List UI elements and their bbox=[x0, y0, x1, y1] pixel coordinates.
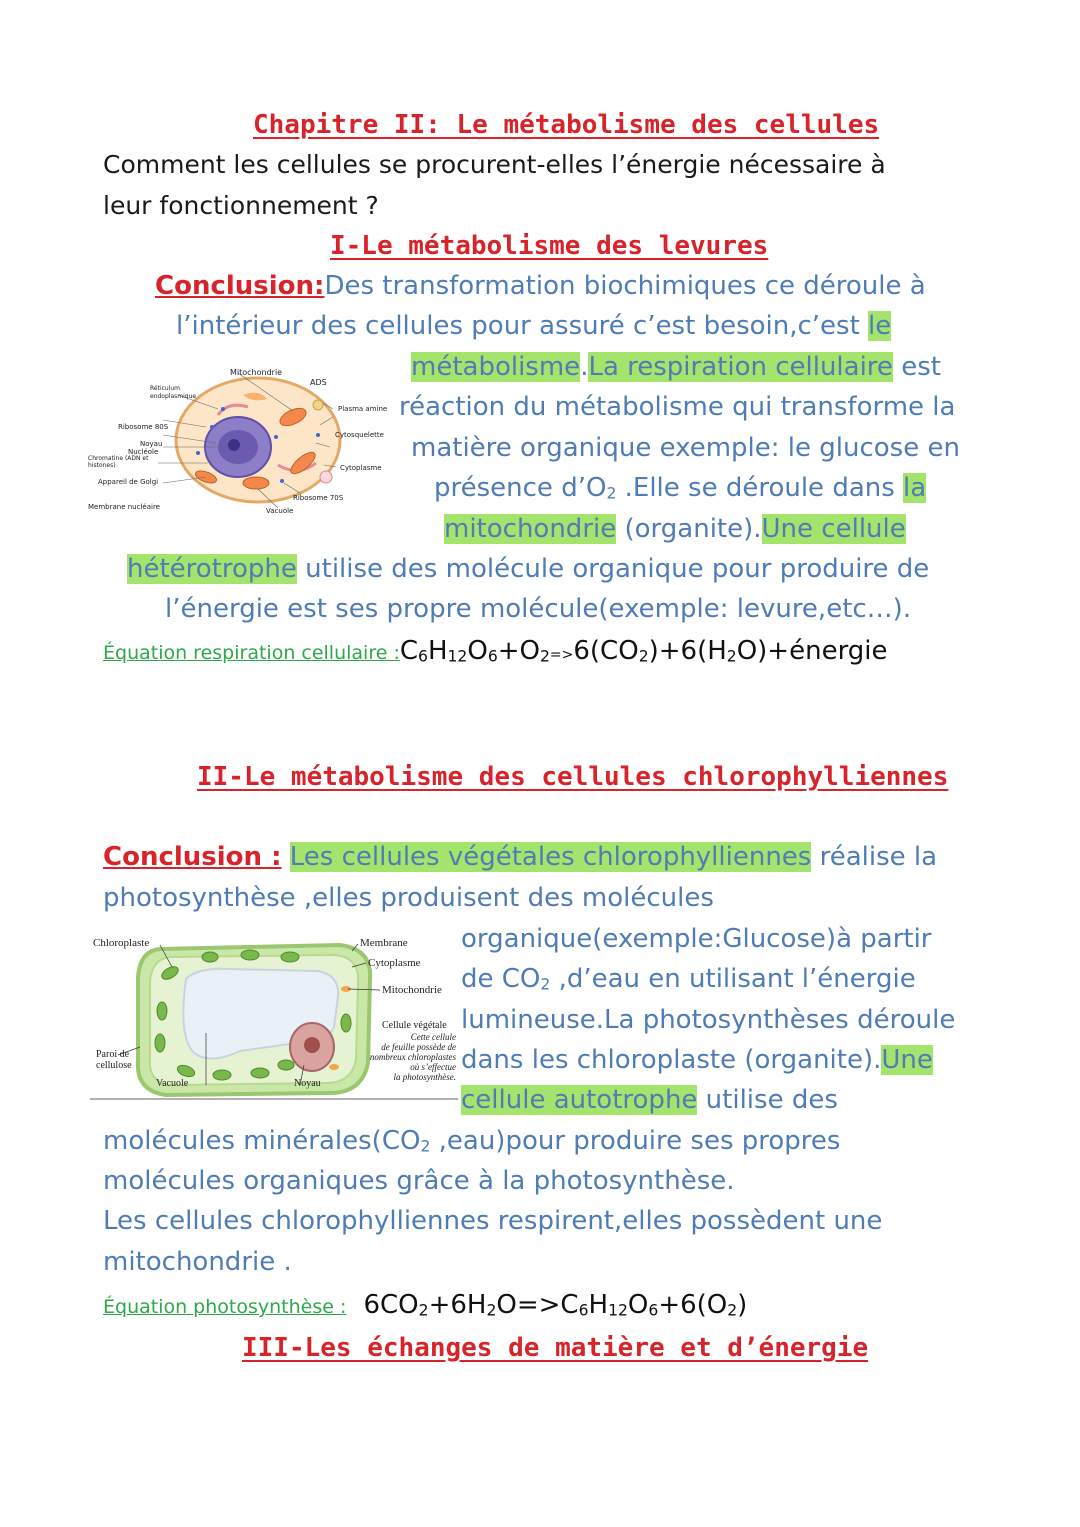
label-chloroplaste: Chloroplaste bbox=[93, 937, 150, 949]
label-plasma: Plasma amine bbox=[338, 405, 388, 413]
section-2-line-7: cellule autotrophe utilise des bbox=[461, 1085, 838, 1115]
equation-photosynthese-label: Équation photosynthèse : bbox=[103, 1296, 347, 1318]
section-1-line-4: réaction du métabolisme qui transforme la bbox=[399, 392, 956, 422]
page-title: Chapitre II: Le métabolisme des cellules bbox=[253, 110, 880, 140]
label-paroi-2: cellulose bbox=[96, 1060, 132, 1071]
label-cytoplasme: Cytoplasme bbox=[340, 464, 382, 472]
label-noyau-2: Noyau bbox=[294, 1078, 321, 1089]
section-1-line-6: présence $d’O_2$ .Elle se déroule dans la bbox=[434, 473, 927, 503]
section-2-line-5: lumineuse.La photosynthèses déroule bbox=[461, 1005, 956, 1035]
label-ribosome80s: Ribosome 80S bbox=[118, 423, 169, 431]
section-1-line-9: l’énergie est ses propre molécule(exemple: levure,etc…). bbox=[165, 594, 912, 624]
label-membrane-nucleaire: Membrane nucléaire bbox=[88, 503, 160, 511]
label-cytoplasme-2: Cytoplasme bbox=[368, 957, 421, 969]
section-2-line-9: molécules organiques grâce à la photosynthèse. bbox=[103, 1166, 735, 1196]
equation-respiration bbox=[103, 636, 888, 666]
label-vacuole-2: Vacuole bbox=[156, 1078, 189, 1089]
label-ads: ADS bbox=[310, 378, 327, 387]
plant-cell-diagram bbox=[90, 935, 458, 1103]
section-1-line-2: l’intérieur des cellules pour assuré c’est besoin,c’est le bbox=[176, 311, 892, 341]
animal-cell-diagram bbox=[88, 365, 400, 515]
question-line-2: leur fonctionnement ? bbox=[103, 191, 379, 220]
label-chromatine: Chromatine (ADN et histones) bbox=[88, 455, 149, 469]
label-cytosquelette: Cytosquelette bbox=[335, 431, 384, 439]
label-membrane: Membrane bbox=[360, 937, 408, 949]
label-cellule-vegetale: Cellule végétale bbox=[382, 1020, 447, 1031]
question-line-1: Comment les cellules se procurent-elles l’énergie nécessaire à bbox=[103, 150, 886, 179]
label-golgi: Appareil de Golgi bbox=[98, 478, 159, 486]
label-mitochondrie: Mitochondrie bbox=[230, 368, 283, 377]
section-2-heading: II-Le métabolisme des cellules chlorophylliennes bbox=[197, 762, 949, 792]
conclusion-label: Conclusion: bbox=[155, 271, 325, 301]
plant-cell-caption: Cette cellule de feuille possède de nombreux chloroplastes où s’effectue la photosynthèse. bbox=[369, 1032, 456, 1082]
section-2-line-4: de $CO_2$ ,d’eau en utilisant l’énergie bbox=[461, 964, 916, 994]
section-2-line-8: molécules $\min érales(CO_2$ ,eau)pour produire ses propres bbox=[103, 1126, 841, 1156]
label-ribosome70s: Ribosome 70S bbox=[293, 494, 344, 502]
section-2-line-1: Conclusion : Les cellules végétales chlorophylliennes réalise la bbox=[103, 842, 938, 872]
section-2-line-3: organique(exemple:Glucose)à partir bbox=[461, 924, 932, 954]
section-1-line-3: métabolisme.La respiration cellulaire est bbox=[411, 352, 941, 382]
equation-photosynthese bbox=[103, 1290, 747, 1320]
section-3-heading: III-Les échanges de matière et d’énergie bbox=[242, 1333, 869, 1363]
label-noyau: Noyau bbox=[140, 440, 163, 448]
equation-photosynthese-formula: $6CO_2+6H_2O=>C_6H_{12}O_6+6(O_2)$ bbox=[363, 1290, 748, 1320]
label-mitochondrie-2: Mitochondrie bbox=[382, 984, 442, 996]
label-reticulum: Réticulum endoplasmique bbox=[150, 385, 197, 400]
equation-respiration-formula: $C_6H_{12}O_6+O_2=>6(CO_2)+6(H_2O)+énergie$ bbox=[399, 636, 888, 666]
section-1-heading: I-Le métabolisme des levures bbox=[330, 231, 769, 261]
section-1-line-8: hétérotrophe utilise des molécule organique pour produire de bbox=[127, 554, 930, 584]
label-vacuole: Vacuole bbox=[266, 507, 294, 515]
label-nucleole: Nucléole bbox=[128, 448, 159, 456]
section-2-line-2: photosynthèse ,elles produisent des molécules bbox=[103, 883, 714, 913]
section-2-line-11: mitochondrie . bbox=[103, 1247, 292, 1277]
section-1-line-7: mitochondrie (organite).Une cellule bbox=[444, 514, 906, 544]
equation-respiration-label: Équation respiration cellulaire : bbox=[103, 642, 400, 664]
section-1-line-1: Conclusion:Des transformation biochimiques ce déroule à bbox=[155, 271, 926, 301]
conclusion-label-2: Conclusion : bbox=[103, 842, 282, 872]
section-1-line-5: matière organique exemple: le glucose en bbox=[411, 433, 960, 463]
section-2-line-6: dans les chloroplaste (organite).Une bbox=[461, 1045, 933, 1075]
section-2-line-10: Les cellules chlorophylliennes respirent,elles possèdent une bbox=[103, 1206, 883, 1236]
label-paroi: Paroi de bbox=[96, 1049, 130, 1060]
animal-cell-svg bbox=[88, 365, 400, 515]
